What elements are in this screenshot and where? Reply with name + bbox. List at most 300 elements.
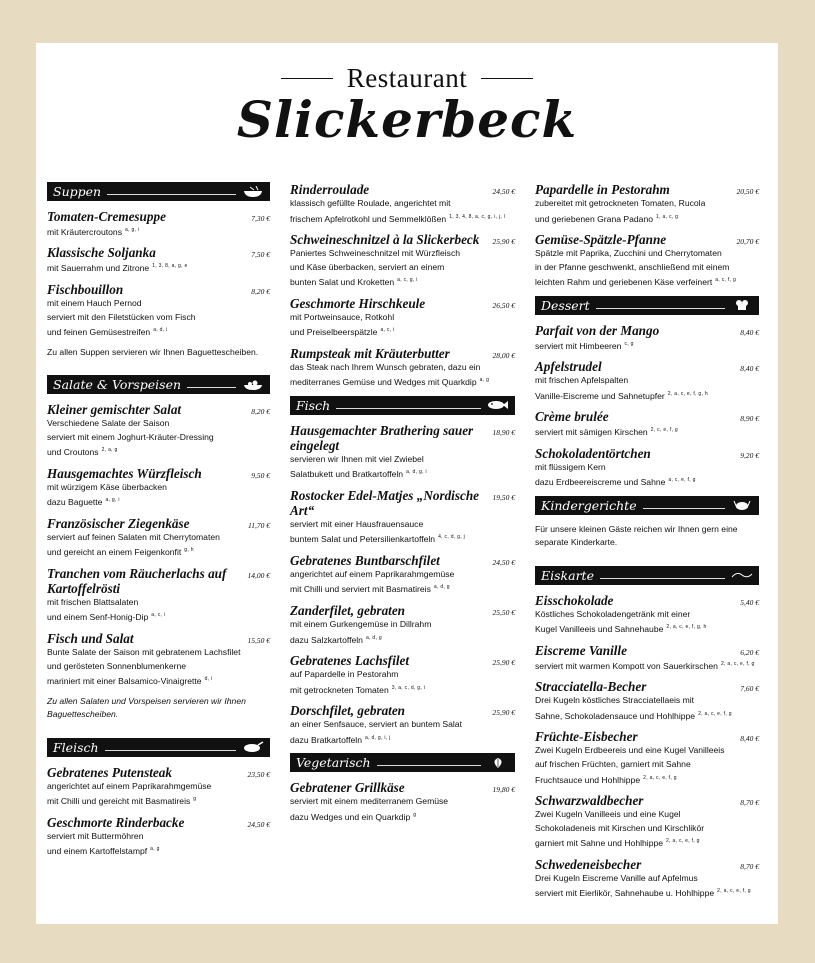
description-text: mit Chilli und serviert mit Basmatireis bbox=[290, 584, 431, 595]
menu-item-name: Schweineschnitzel à la Slickerbeck bbox=[290, 232, 480, 248]
menu-item-description bbox=[535, 822, 759, 836]
description-text: serviert mit Buttermöhren bbox=[47, 830, 144, 841]
menu-item-name: Geschmorte Rinderbacke bbox=[47, 814, 185, 830]
description-text: auf Papardelle in Pestorahm bbox=[290, 668, 399, 679]
menu-item bbox=[47, 765, 270, 809]
menu-item bbox=[535, 232, 759, 290]
menu-item-description bbox=[535, 211, 759, 226]
allergen-codes: g, h bbox=[184, 547, 194, 554]
menu-item-header bbox=[47, 516, 270, 531]
menu-item-price: 25,50 € bbox=[492, 607, 515, 617]
description-text: und einem Kartoffelstampf bbox=[47, 846, 148, 857]
description-text: und Preiselbeerspätzle bbox=[290, 327, 378, 338]
menu-note: Für unsere kleinen Gäste reichen wir Ihnen gern eine separate Kinderkarte. bbox=[535, 523, 738, 548]
menu-item-name: Gebratenes Buntbarschfilet bbox=[290, 552, 440, 568]
menu-item-description bbox=[535, 374, 759, 388]
menu-item-description bbox=[47, 431, 270, 445]
menu-item-description bbox=[47, 224, 270, 239]
description-text: und Käse überbacken, serviert an einem bbox=[290, 261, 445, 272]
section-header-kindergerichte bbox=[535, 496, 759, 515]
description-text: Drei Kugeln köstliches Stracciatellaeis mit bbox=[535, 695, 695, 706]
menu-item-header bbox=[535, 857, 759, 872]
menu-item-price: 5,40 € bbox=[740, 597, 759, 607]
menu-item-description bbox=[535, 872, 759, 886]
menu-item-description bbox=[535, 758, 759, 772]
menu-item-description bbox=[290, 795, 515, 809]
menu-item-description bbox=[47, 531, 270, 545]
menu-item-price: 19,80 € bbox=[492, 785, 515, 795]
allergen-codes: 4, c, d, g, j bbox=[438, 534, 466, 541]
menu-item bbox=[290, 182, 515, 226]
menu-item bbox=[535, 643, 759, 673]
menu-item-description bbox=[535, 274, 759, 289]
menu-item-description bbox=[47, 417, 270, 431]
allergen-codes: 3, a, c, d, g, i bbox=[391, 684, 426, 691]
menu-item-name: Crème brulée bbox=[535, 409, 609, 425]
description-text: mit Sauerrahm und Zitrone bbox=[47, 263, 150, 274]
allergen-codes: a, g bbox=[150, 846, 160, 853]
menu-item-header bbox=[290, 553, 515, 568]
menu-item-header bbox=[47, 466, 270, 481]
menu-item-description bbox=[47, 311, 270, 325]
menu-item-header bbox=[290, 703, 515, 718]
menu-item-price: 9,20 € bbox=[740, 450, 759, 460]
chef-hat-icon bbox=[731, 299, 753, 311]
allergen-codes: a, c, e, f, g bbox=[668, 477, 696, 484]
description-text: und gerösteten Sonnenblumenkerne bbox=[47, 660, 187, 671]
menu-item-description bbox=[535, 658, 759, 673]
menu-item-price: 8,40 € bbox=[740, 327, 759, 337]
menu-item-description bbox=[290, 361, 515, 375]
menu-item-price: 24,50 € bbox=[492, 557, 515, 567]
menu-item-header bbox=[290, 423, 515, 453]
menu-item-header bbox=[47, 566, 270, 596]
menu-item-header bbox=[535, 679, 759, 694]
menu-item-description bbox=[290, 274, 515, 289]
allergen-codes: 2, a, c, e, f, g, h bbox=[667, 390, 708, 397]
description-text: in der Pfanne geschwenkt, anschließend mit einem bbox=[535, 261, 730, 272]
menu-item-description bbox=[290, 531, 515, 546]
menu-item-name: Rostocker Edel-Matjes „Nordische Art“ bbox=[290, 487, 480, 518]
menu-item-name: Klassische Soljanka bbox=[47, 245, 156, 261]
menu-item-description bbox=[535, 338, 759, 353]
menu-item-description bbox=[535, 388, 759, 403]
menu-item-description bbox=[290, 618, 515, 632]
menu-item bbox=[535, 857, 759, 901]
description-text: frischem Apfelrotkohl und Semmelklößen bbox=[290, 213, 447, 224]
menu-item-name: Gebratenes Putensteak bbox=[47, 764, 172, 780]
description-text: serviert mit Himbeeren bbox=[535, 340, 622, 351]
description-text: das Steak nach Ihrem Wunsch gebraten, dazu ein bbox=[290, 361, 481, 372]
section-divider bbox=[643, 508, 725, 509]
menu-item bbox=[47, 209, 270, 239]
menu-item-name: Hausgemachtes Würzfleisch bbox=[47, 465, 202, 481]
menu-item-description bbox=[47, 494, 270, 509]
menu-item-header bbox=[47, 402, 270, 417]
menu-item bbox=[47, 466, 270, 510]
allergen-codes: 2, a, c, e, f, g bbox=[717, 888, 751, 895]
menu-sheet bbox=[36, 43, 778, 924]
menu-item-description bbox=[47, 660, 270, 674]
menu-item-price: 8,90 € bbox=[740, 414, 759, 424]
allergen-codes: 2, a, c, e, f, g bbox=[666, 838, 700, 845]
description-text: und geriebenen Grana Padano bbox=[535, 213, 654, 224]
menu-item-header bbox=[535, 409, 759, 424]
menu-item-description bbox=[535, 261, 759, 275]
menu-item-price: 8,40 € bbox=[740, 734, 759, 744]
menu-item-name: Rinderroulade bbox=[290, 182, 370, 197]
menu-item-description bbox=[535, 461, 759, 475]
menu-item-name: Rumpsteak mit Kräuterbutter bbox=[290, 345, 450, 361]
menu-item bbox=[535, 359, 759, 403]
menu-item-header bbox=[535, 793, 759, 808]
menu-item-price: 7,60 € bbox=[740, 684, 759, 694]
menu-item-price: 18,90 € bbox=[492, 427, 515, 437]
menu-item-name: Gemüse-Spätzle-Pfanne bbox=[535, 232, 667, 248]
menu-item-header bbox=[535, 359, 759, 374]
menu-item-name: Schokoladentörtchen bbox=[535, 445, 651, 461]
menu-item-price: 7,50 € bbox=[251, 250, 270, 260]
menu-header bbox=[36, 63, 778, 149]
menu-item-header bbox=[535, 446, 759, 461]
menu-item bbox=[47, 402, 270, 460]
menu-item bbox=[290, 780, 515, 824]
menu-item bbox=[47, 282, 270, 340]
menu-item bbox=[290, 488, 515, 547]
menu-item-price: 6,20 € bbox=[740, 647, 759, 657]
allergen-codes: 2, a, c, e, f, g, h bbox=[666, 624, 707, 631]
menu-item-description bbox=[47, 609, 270, 624]
menu-item bbox=[290, 346, 515, 390]
roast-chicken-icon bbox=[242, 741, 264, 753]
menu-item-name: Tranchen vom Räucherlachs auf Kartoffelrösti bbox=[47, 565, 227, 596]
menu-item-description bbox=[47, 260, 270, 275]
menu-item-description bbox=[290, 261, 515, 275]
description-text: mit getrockneten Tomaten bbox=[290, 684, 389, 695]
allergen-codes: 2, a, c, e, f, g bbox=[720, 660, 755, 667]
allergen-codes: 2, a, g bbox=[101, 447, 118, 454]
menu-item-price: 20,70 € bbox=[736, 237, 759, 247]
menu-item bbox=[535, 182, 759, 226]
menu-item bbox=[535, 793, 759, 851]
ice-swirl-icon bbox=[731, 569, 753, 581]
allergen-codes: a, d, i bbox=[153, 327, 168, 334]
section-header-eiskarte bbox=[535, 566, 759, 585]
description-text: Bunte Salate der Saison mit gebratenem Lachsfilet bbox=[47, 646, 241, 657]
menu-item-description bbox=[290, 632, 515, 647]
description-text: serviert mit warmen Kompott von Sauerkirschen bbox=[535, 660, 718, 671]
menu-item bbox=[290, 703, 515, 747]
description-text: mit Kräutercroutons bbox=[47, 226, 122, 237]
child-plate-icon bbox=[731, 499, 753, 511]
description-text: mit Portweinsauce, Rotkohl bbox=[290, 311, 395, 322]
menu-item-description bbox=[47, 673, 270, 688]
menu-item-name: Geschmorte Hirschkeule bbox=[290, 295, 426, 311]
menu-item-price: 19,50 € bbox=[492, 492, 515, 502]
menu-item-description bbox=[290, 211, 515, 226]
menu-column-middle bbox=[290, 182, 515, 830]
menu-item-price: 25,90 € bbox=[492, 657, 515, 667]
divider bbox=[481, 78, 533, 79]
menu-item bbox=[290, 653, 515, 697]
description-text: mit würzigem Käse überbacken bbox=[47, 481, 167, 492]
menu-item-price: 25,90 € bbox=[492, 708, 515, 718]
menu-item-description bbox=[47, 793, 270, 808]
menu-item-name: Apfelstrudel bbox=[535, 359, 602, 375]
menu-item-description bbox=[535, 808, 759, 822]
description-text: bunten Salat und Kroketten bbox=[290, 277, 395, 288]
menu-item-name: Stracciatella-Becher bbox=[535, 679, 647, 695]
menu-item-price: 24,50 € bbox=[247, 819, 270, 829]
menu-item-description bbox=[535, 197, 759, 211]
menu-item-header bbox=[290, 653, 515, 668]
menu-item-name: Parfait von der Mango bbox=[535, 322, 660, 338]
allergen-codes: a, c, g, i bbox=[397, 277, 418, 284]
menu-item-price: 25,90 € bbox=[492, 237, 515, 247]
menu-item bbox=[535, 729, 759, 787]
allergen-codes: a, g, i bbox=[125, 227, 140, 233]
menu-item-description bbox=[290, 466, 515, 481]
menu-item-description bbox=[535, 835, 759, 850]
menu-item bbox=[535, 323, 759, 353]
section-divider bbox=[105, 750, 236, 751]
divider bbox=[281, 78, 333, 79]
menu-item-header bbox=[290, 182, 515, 197]
description-text: und Croutons bbox=[47, 447, 99, 458]
section-header-fisch bbox=[290, 396, 515, 415]
menu-item-description bbox=[290, 374, 515, 389]
menu-item-header bbox=[290, 232, 515, 247]
allergen-codes: c, g bbox=[624, 340, 634, 347]
description-text: auf frischen Früchten, garniert mit Sahne bbox=[535, 759, 691, 770]
menu-item-name: Gebratener Grillkäse bbox=[290, 780, 405, 796]
menu-item-price: 24,50 € bbox=[492, 187, 515, 196]
description-text: Schokoladeneis mit Kirschen und Kirschlikör bbox=[535, 822, 705, 833]
allergen-codes: a, c, i bbox=[380, 327, 395, 334]
menu-item-description bbox=[535, 708, 759, 723]
description-text: Drei Kugeln Eiscreme Vanille auf Apfelmus bbox=[535, 872, 698, 883]
section-title: Vegetarisch bbox=[296, 755, 371, 771]
description-text: Zwei Kugeln Erdbeereis und eine Kugel Vanilleeis bbox=[535, 745, 725, 756]
description-text: und feinen Gemüsestreifen bbox=[47, 326, 151, 337]
menu-item-description bbox=[290, 247, 515, 261]
menu-item-header bbox=[47, 631, 270, 646]
menu-item-name: Dorschfilet, gebraten bbox=[290, 703, 406, 719]
description-text: Spätzle mit Paprika, Zucchini und Cherrytomaten bbox=[535, 248, 722, 259]
menu-item-description bbox=[290, 682, 515, 697]
menu-item-header bbox=[47, 815, 270, 830]
section-divider bbox=[596, 308, 725, 309]
menu-item-name: Hausgemachter Brathering sauer eingelegt bbox=[290, 422, 474, 453]
allergen-codes: 2, a, c, e, f, g bbox=[698, 710, 732, 717]
description-text: serviert mit Eierlikör, Sahnehaube u. Hohlhippe bbox=[535, 888, 715, 899]
menu-item-name: Fischbouillon bbox=[47, 281, 124, 297]
section-title: Fisch bbox=[296, 397, 331, 413]
menu-item-name: Französischer Ziegenkäse bbox=[47, 515, 190, 531]
description-text: mit einem Gurkengemüse in Dillrahm bbox=[290, 618, 432, 629]
description-text: zubereitet mit getrockneten Tomaten, Rucola bbox=[535, 198, 706, 208]
menu-item-header bbox=[47, 765, 270, 780]
leaf-emblem-icon bbox=[487, 757, 509, 769]
allergen-codes: a, d, g bbox=[365, 634, 382, 641]
menu-item-description bbox=[290, 718, 515, 732]
restaurant-label: Restaurant bbox=[346, 63, 468, 93]
allergen-codes: 1, 3, 4, 8, a, c, g, i, j, l bbox=[449, 213, 506, 220]
soup-bowl-icon bbox=[242, 186, 264, 198]
description-text: Salatbukett und Bratkartoffeln bbox=[290, 469, 404, 480]
menu-item-description bbox=[47, 780, 270, 794]
allergen-codes: a, c, f, g bbox=[715, 277, 737, 284]
section-title: Dessert bbox=[541, 297, 590, 313]
description-text: Fruchtsauce und Hohlhippe bbox=[535, 774, 641, 785]
allergen-codes: g bbox=[193, 796, 197, 803]
fish-icon bbox=[487, 399, 509, 411]
menu-item-header bbox=[535, 182, 759, 197]
menu-item bbox=[290, 296, 515, 340]
menu-item-header bbox=[290, 488, 515, 518]
menu-item-name: Schwedeneisbecher bbox=[535, 856, 642, 872]
menu-item bbox=[290, 553, 515, 597]
menu-item-name: Tomaten-Cremesuppe bbox=[47, 209, 166, 224]
menu-item-header bbox=[290, 603, 515, 618]
description-text: mit flüssigem Kern bbox=[535, 461, 606, 472]
menu-item bbox=[535, 679, 759, 723]
description-text: Verschiedene Salate der Saison bbox=[47, 418, 170, 429]
allergen-codes: a, g, i bbox=[105, 497, 120, 504]
menu-item-price: 20,50 € bbox=[736, 187, 759, 196]
description-text: Paniertes Schweineschnitzel mit Würzfleisch bbox=[290, 248, 461, 259]
menu-item-name: Zanderfilet, gebraten bbox=[290, 602, 406, 618]
menu-item bbox=[535, 409, 759, 439]
menu-item-price: 8,20 € bbox=[251, 286, 270, 296]
menu-item-description bbox=[290, 568, 515, 582]
brand-title: Slickerbeck bbox=[236, 90, 578, 149]
menu-item bbox=[290, 232, 515, 290]
menu-item-description bbox=[290, 809, 515, 824]
description-text: und gereicht an einem Feigenkonfit bbox=[47, 547, 182, 558]
menu-item bbox=[290, 423, 515, 482]
description-text: mit frischen Apfelspalten bbox=[535, 375, 629, 386]
menu-item-description bbox=[535, 772, 759, 787]
description-text: mit frischen Blattsalaten bbox=[47, 596, 139, 607]
description-text: serviert mit einer Hausfrauensauce bbox=[290, 518, 424, 529]
menu-item-name: Früchte-Eisbecher bbox=[535, 729, 638, 745]
menu-item bbox=[535, 446, 759, 490]
menu-item bbox=[535, 593, 759, 637]
menu-note: Zu allen Salaten und Vorspeisen servieren wir Ihnen Baguettescheiben. bbox=[47, 695, 246, 720]
menu-item-description bbox=[535, 694, 759, 708]
description-text: Köstliches Schokoladengetränk mit einer bbox=[535, 608, 691, 619]
description-text: serviert mit den Filetstücken vom Fisch bbox=[47, 311, 196, 322]
menu-item-description bbox=[290, 732, 515, 747]
description-text: serviert mit einem Joghurt-Kräuter-Dressing bbox=[47, 431, 214, 442]
allergen-codes: a, d, g, i bbox=[406, 469, 427, 476]
allergen-codes: 2, c, e, f, g bbox=[650, 427, 678, 434]
allergen-codes: a, c, i bbox=[151, 612, 166, 619]
menu-column-left bbox=[47, 182, 270, 865]
menu-item-header bbox=[290, 296, 515, 311]
menu-item-header bbox=[535, 232, 759, 247]
menu-item-description bbox=[290, 197, 515, 211]
menu-item-description bbox=[535, 744, 759, 758]
menu-item-name: Kleiner gemischter Salat bbox=[47, 402, 182, 418]
menu-item-description bbox=[290, 581, 515, 596]
section-title: Suppen bbox=[53, 184, 102, 199]
section-divider bbox=[377, 765, 481, 766]
menu-item-price: 26,50 € bbox=[492, 300, 515, 310]
menu-item-header bbox=[47, 245, 270, 260]
section-title: Salate & Vorspeisen bbox=[53, 377, 182, 393]
description-text: dazu Salzkartoffeln bbox=[290, 634, 363, 645]
section-header-suppen bbox=[47, 182, 270, 201]
description-text: mit Chilli und gereicht mit Basmatireis bbox=[47, 796, 191, 807]
menu-item-description bbox=[290, 311, 515, 325]
menu-item-description bbox=[47, 646, 270, 660]
description-text: angerichtet auf einem Paprikarahmgemüse bbox=[47, 780, 212, 791]
menu-item-description bbox=[47, 324, 270, 339]
description-text: buntem Salat und Petersilienkartoffeln bbox=[290, 534, 436, 545]
section-header-vegetarisch bbox=[290, 753, 515, 772]
menu-item bbox=[47, 631, 270, 689]
menu-item-price: 8,20 € bbox=[251, 407, 270, 417]
description-text: dazu Baguette bbox=[47, 497, 103, 508]
section-title: Eiskarte bbox=[541, 567, 594, 583]
menu-item-description bbox=[47, 544, 270, 559]
menu-item-header bbox=[535, 729, 759, 744]
menu-item-header bbox=[290, 780, 515, 795]
description-text: angerichtet auf einem Paprikarahmgemüse bbox=[290, 568, 455, 579]
description-text: leichten Rahm und geriebenen Käse verfeinert bbox=[535, 277, 713, 288]
menu-item-price: 28,00 € bbox=[492, 350, 515, 360]
description-text: mediterranes Gemüse und Wedges mit Quarkdip bbox=[290, 377, 477, 388]
description-text: Kugel Vanilleeis und Sahnehaube bbox=[535, 624, 664, 635]
menu-item-name: Schwarzwaldbecher bbox=[535, 793, 644, 809]
section-header-dessert bbox=[535, 296, 759, 315]
allergen-codes: g bbox=[413, 811, 417, 818]
menu-item-name: Gebratenes Lachsfilet bbox=[290, 652, 410, 668]
menu-item-name: Fisch und Salat bbox=[47, 630, 134, 646]
menu-item-description bbox=[290, 453, 515, 467]
menu-item-description bbox=[47, 297, 270, 311]
menu-item-description bbox=[535, 608, 759, 622]
allergen-codes: 1, a, c, g bbox=[656, 213, 679, 220]
section-divider bbox=[187, 387, 236, 388]
menu-item-header bbox=[535, 643, 759, 658]
menu-item bbox=[47, 815, 270, 859]
section-header-fleisch bbox=[47, 738, 270, 757]
description-text: dazu Bratkartoffeln bbox=[290, 734, 362, 745]
description-text: an einer Senfsauce, serviert an buntem Salat bbox=[290, 719, 462, 730]
menu-item-price: 14,00 € bbox=[247, 570, 270, 580]
menu-item-price: 23,50 € bbox=[247, 769, 270, 779]
menu-item-description bbox=[535, 885, 759, 900]
section-divider bbox=[336, 408, 481, 409]
description-text: mariniert mit einer Balsamico-Vinaigrette bbox=[47, 675, 202, 686]
menu-item-description bbox=[47, 481, 270, 495]
menu-item-description bbox=[47, 444, 270, 459]
menu-item-price: 8,70 € bbox=[740, 798, 759, 808]
description-text: Vanille-Eiscreme und Sahnetupfer bbox=[535, 390, 665, 401]
menu-item-header bbox=[47, 282, 270, 297]
menu-item-name: Papardelle in Pestorahm bbox=[535, 182, 670, 197]
section-title: Fleisch bbox=[53, 739, 99, 755]
allergen-codes: d, i bbox=[204, 676, 213, 683]
allergen-codes: 1, 3, 8, a, g, e bbox=[152, 263, 188, 270]
description-text: dazu Erdbeereiscreme und Sahne bbox=[535, 477, 666, 488]
section-divider bbox=[107, 194, 236, 195]
description-text: garniert mit Sahne und Hohlhippe bbox=[535, 838, 664, 849]
menu-item-price: 15,50 € bbox=[247, 635, 270, 645]
